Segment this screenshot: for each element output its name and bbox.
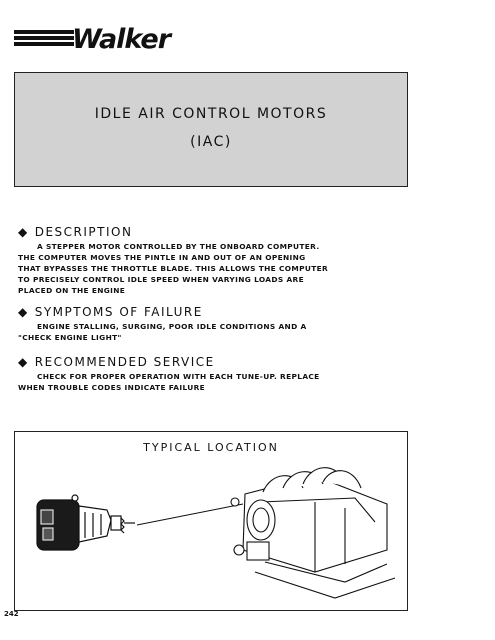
diamond-bullet-icon: ◆ (18, 225, 29, 239)
body-line: A STEPPER MOTOR CONTROLLED BY THE ONBOARD COMPUTER. (37, 242, 320, 251)
heading-text: DESCRIPTION (34, 225, 133, 239)
section-description (18, 225, 358, 296)
walker-logo (14, 26, 179, 56)
heading-text: SYMPTOMS OF FAILURE (34, 305, 203, 319)
body-line: PLACED ON THE ENGINE (18, 286, 126, 295)
body-line: CHECK FOR PROPER OPERATION WITH EACH TUNE-UP. REPLACE (37, 372, 320, 381)
section-body (18, 241, 358, 296)
body-line: THE COMPUTER MOVES THE PINTLE IN AND OUT OF AN OPENING (18, 253, 306, 262)
section-symptoms (18, 305, 358, 343)
body-line: THAT BYPASSES THE THROTTLE BLADE. THIS ALLOWS THE COMPUTER (18, 264, 329, 273)
body-line: "CHECK ENGINE LIGHT" (18, 333, 122, 342)
body-line: ENGINE STALLING, SURGING, POOR IDLE CONDITIONS AND A (37, 322, 307, 331)
diamond-bullet-icon: ◆ (18, 305, 29, 319)
title-box (14, 72, 408, 187)
diamond-bullet-icon: ◆ (18, 355, 29, 369)
section-recommended-service (18, 355, 358, 393)
section-heading (18, 225, 358, 239)
body-line: WHEN TROUBLE CODES INDICATE FAILURE (18, 383, 206, 392)
iac-motor-icon (37, 495, 135, 550)
section-body (18, 321, 358, 343)
leader-line (137, 504, 243, 525)
location-title: TYPICAL LOCATION (143, 441, 279, 454)
page-subtitle: (IAC) (190, 134, 232, 150)
iac-location-illustration (15, 432, 407, 610)
heading-text: RECOMMENDED SERVICE (34, 355, 215, 369)
body-line: TO PRECISELY CONTROL IDLE SPEED WHEN VARYING LOADS ARE (18, 275, 304, 284)
typical-location-box (14, 431, 408, 611)
intake-manifold-icon (231, 468, 395, 598)
logo-text: Walker (72, 24, 171, 55)
section-heading (18, 355, 358, 369)
section-heading (18, 305, 358, 319)
section-body (18, 371, 358, 393)
page-title: IDLE AIR CONTROL MOTORS (94, 106, 328, 122)
page-number: 242 (4, 610, 19, 618)
